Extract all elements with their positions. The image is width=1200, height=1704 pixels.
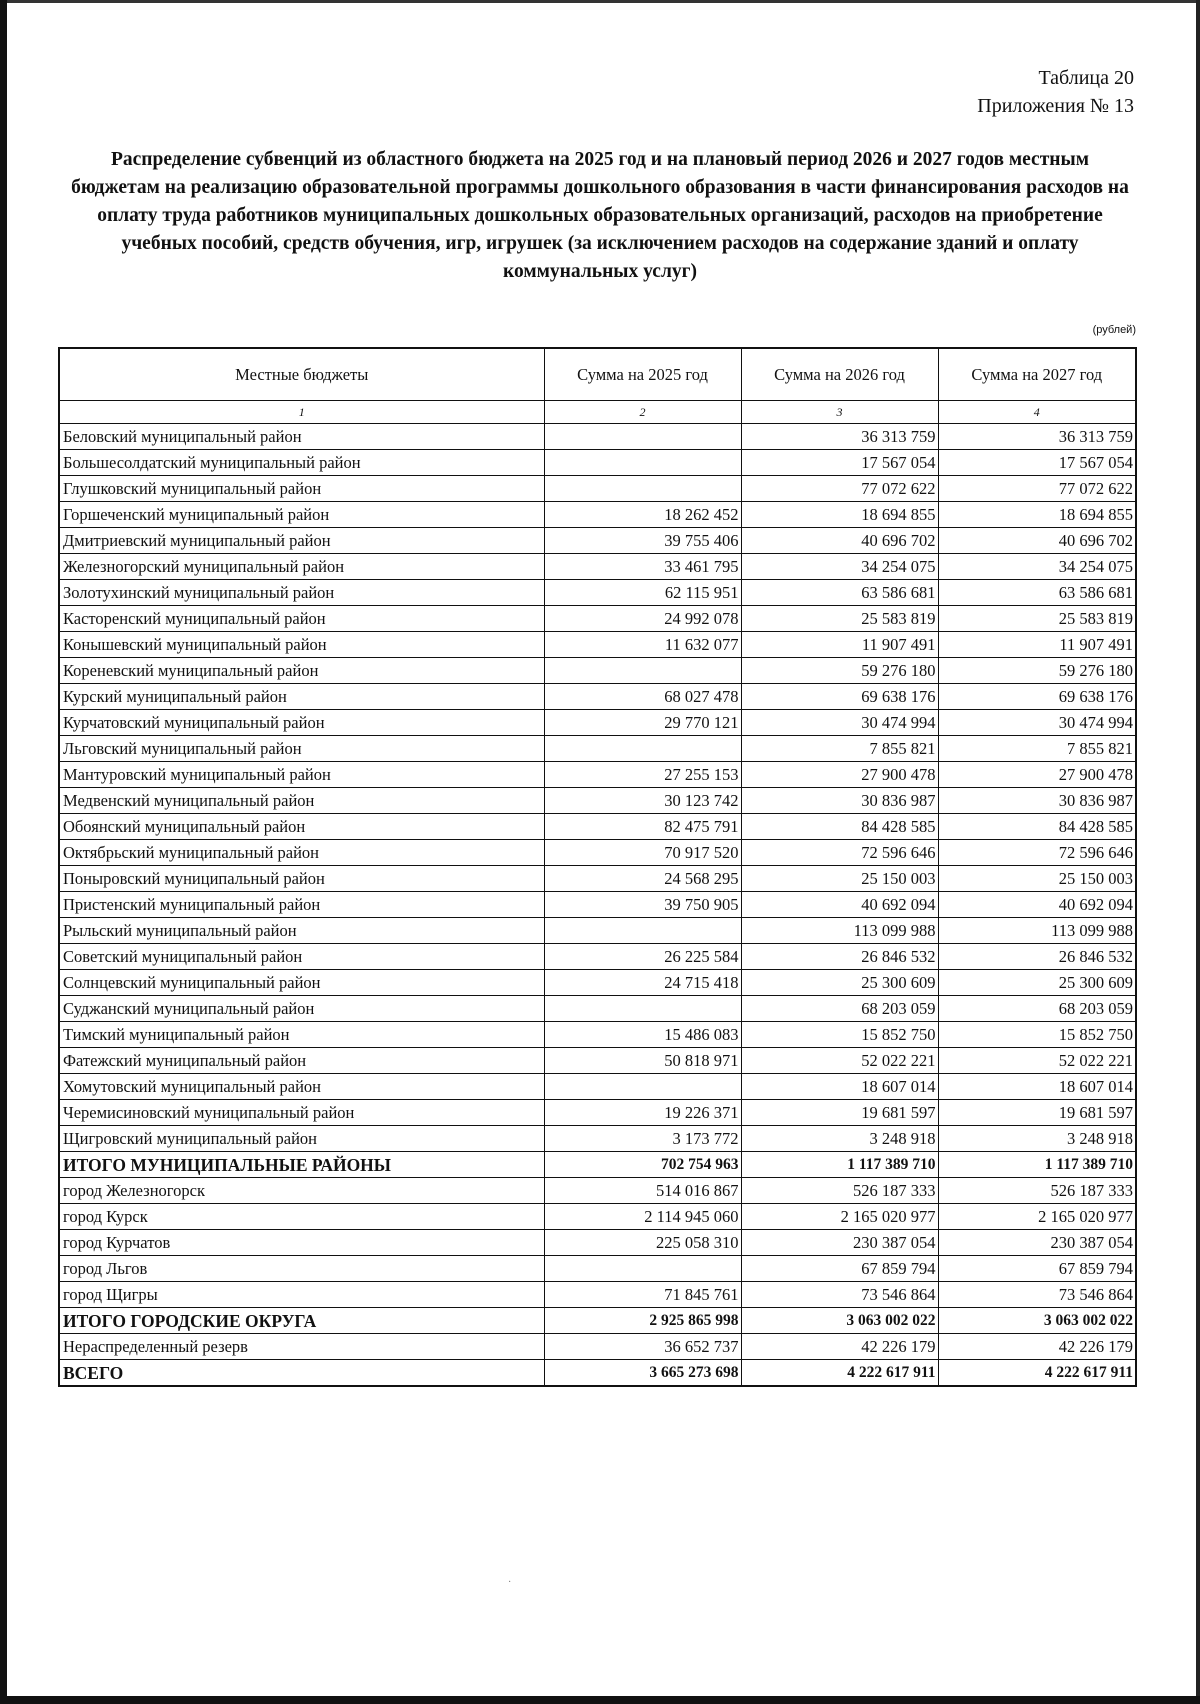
document-title: Распределение субвенций из областного бюджета на 2025 год и на плановый период 2026 и 2027 годов местным бюджетам на реализацию образовательной программы дошкольного образования в части финансирования расходов на оплату труда работников муниципальных дошкольных образовательных организаций, расходов на приобретение учебных пособий, средств обучения, игр, игрушек (за исключением расходов на содержание зданий и оплату коммунальных услуг) [71,149,1129,282]
amount-2026-cell: 15 852 750 [741,1022,938,1048]
amount-2026-cell: 7 855 821 [741,736,938,762]
table-row [59,658,1136,684]
amount-2027-cell: 30 474 994 [938,710,1136,736]
budget-name-cell: Рыльский муниципальный район [59,918,544,944]
column-header: Сумма на 2027 год [938,348,1136,401]
budget-name-cell: Суджанский муниципальный район [59,996,544,1022]
amount-2027-cell: 1 117 389 710 [938,1152,1136,1178]
amount-2025-cell: 225 058 310 [544,1230,741,1256]
units-label: (рублей) [1092,324,1136,336]
amount-2027-cell: 40 696 702 [938,528,1136,554]
amount-2026-cell: 27 900 478 [741,762,938,788]
budget-name-cell: Поныровский муниципальный район [59,866,544,892]
table-row [59,892,1136,918]
budget-name-cell: Советский муниципальный район [59,944,544,970]
scan-artifact: · [508,1577,512,1588]
amount-2026-cell: 40 696 702 [741,528,938,554]
amount-2026-cell: 526 187 333 [741,1178,938,1204]
table-row [59,866,1136,892]
amount-2027-cell: 18 607 014 [938,1074,1136,1100]
amount-2026-cell: 18 694 855 [741,502,938,528]
budget-name-cell: Курский муниципальный район [59,684,544,710]
subventions-table [58,347,1137,1387]
table-row [59,1230,1136,1256]
amount-2026-cell: 25 300 609 [741,970,938,996]
amount-2025-cell [544,1256,741,1282]
amount-2026-cell: 30 474 994 [741,710,938,736]
column-number: 1 [59,401,544,424]
amount-2027-cell: 63 586 681 [938,580,1136,606]
amount-2025-cell: 19 226 371 [544,1100,741,1126]
amount-2026-cell: 84 428 585 [741,814,938,840]
amount-2026-cell: 3 063 002 022 [741,1308,938,1334]
amount-2026-cell: 230 387 054 [741,1230,938,1256]
amount-2026-cell: 59 276 180 [741,658,938,684]
amount-2027-cell: 26 846 532 [938,944,1136,970]
amount-2027-cell: 34 254 075 [938,554,1136,580]
table-row [59,1282,1136,1308]
amount-2025-cell: 29 770 121 [544,710,741,736]
amount-2027-cell: 25 300 609 [938,970,1136,996]
table-row [59,710,1136,736]
amount-2025-cell [544,736,741,762]
amount-2026-cell: 113 099 988 [741,918,938,944]
amount-2027-cell: 42 226 179 [938,1334,1136,1360]
amount-2026-cell: 36 313 759 [741,424,938,450]
table-row [59,1178,1136,1204]
amount-2026-cell: 69 638 176 [741,684,938,710]
table-row [59,450,1136,476]
amount-2025-cell: 70 917 520 [544,840,741,866]
table-row [59,1334,1136,1360]
scan-border-right [1196,0,1200,1704]
amount-2025-cell: 36 652 737 [544,1334,741,1360]
amount-2027-cell: 67 859 794 [938,1256,1136,1282]
table-row [59,1256,1136,1282]
table-row [59,788,1136,814]
amount-2027-cell: 68 203 059 [938,996,1136,1022]
budget-name-cell: город Щигры [59,1282,544,1308]
amount-2025-cell: 26 225 584 [544,944,741,970]
amount-2027-cell: 113 099 988 [938,918,1136,944]
amount-2027-cell: 15 852 750 [938,1022,1136,1048]
table-row [59,1048,1136,1074]
amount-2025-cell: 24 715 418 [544,970,741,996]
amount-2027-cell: 7 855 821 [938,736,1136,762]
amount-2025-cell: 3 665 273 698 [544,1360,741,1387]
amount-2027-cell: 230 387 054 [938,1230,1136,1256]
amount-2026-cell: 68 203 059 [741,996,938,1022]
amount-2025-cell: 68 027 478 [544,684,741,710]
amount-2027-cell: 59 276 180 [938,658,1136,684]
amount-2026-cell: 11 907 491 [741,632,938,658]
amount-2026-cell: 17 567 054 [741,450,938,476]
amount-2027-cell: 25 150 003 [938,866,1136,892]
amount-2027-cell: 25 583 819 [938,606,1136,632]
amount-2025-cell: 71 845 761 [544,1282,741,1308]
amount-2025-cell: 2 114 945 060 [544,1204,741,1230]
appendix-reference: Приложения № 13 [977,95,1134,117]
budget-name-cell: Фатежский муниципальный район [59,1048,544,1074]
budget-name-cell: Конышевский муниципальный район [59,632,544,658]
amount-2025-cell [544,450,741,476]
amount-2027-cell: 27 900 478 [938,762,1136,788]
table-row [59,476,1136,502]
amount-2025-cell: 514 016 867 [544,1178,741,1204]
table-row [59,632,1136,658]
budget-name-cell: Щигровский муниципальный район [59,1126,544,1152]
amount-2027-cell: 526 187 333 [938,1178,1136,1204]
budget-name-cell: Солнцевский муниципальный район [59,970,544,996]
table-row [59,580,1136,606]
amount-2026-cell: 63 586 681 [741,580,938,606]
budget-name-cell: ВСЕГО [59,1360,544,1387]
scan-border-bottom [0,1696,1200,1704]
amount-2026-cell: 30 836 987 [741,788,938,814]
budget-name-cell: Большесолдатский муниципальный район [59,450,544,476]
table-row [59,1100,1136,1126]
amount-2026-cell: 52 022 221 [741,1048,938,1074]
budget-name-cell: Льговский муниципальный район [59,736,544,762]
amount-2025-cell: 11 632 077 [544,632,741,658]
budget-name-cell: Беловский муниципальный район [59,424,544,450]
budget-name-cell: Касторенский муниципальный район [59,606,544,632]
amount-2027-cell: 3 248 918 [938,1126,1136,1152]
amount-2025-cell: 30 123 742 [544,788,741,814]
table-row [59,736,1136,762]
amount-2025-cell: 702 754 963 [544,1152,741,1178]
amount-2027-cell: 4 222 617 911 [938,1360,1136,1387]
column-header: Сумма на 2026 год [741,348,938,401]
budget-name-cell: Глушковский муниципальный район [59,476,544,502]
table-row [59,502,1136,528]
budget-name-cell: Тимский муниципальный район [59,1022,544,1048]
amount-2025-cell: 33 461 795 [544,554,741,580]
column-number: 2 [544,401,741,424]
amount-2026-cell: 67 859 794 [741,1256,938,1282]
budget-name-cell: город Курчатов [59,1230,544,1256]
table-row [59,840,1136,866]
amount-2026-cell: 34 254 075 [741,554,938,580]
budget-name-cell: Черемисиновский муниципальный район [59,1100,544,1126]
scan-border-left [0,0,7,1704]
table-row [59,996,1136,1022]
table-row [59,762,1136,788]
amount-2026-cell: 18 607 014 [741,1074,938,1100]
column-number: 3 [741,401,938,424]
table-row [59,814,1136,840]
table-row [59,424,1136,450]
amount-2025-cell [544,424,741,450]
amount-2027-cell: 3 063 002 022 [938,1308,1136,1334]
table-header-row [59,348,1136,401]
budget-name-cell: город Железногорск [59,1178,544,1204]
amount-2026-cell: 25 150 003 [741,866,938,892]
table-row [59,970,1136,996]
scan-border-top [0,0,1200,3]
amount-2026-cell: 2 165 020 977 [741,1204,938,1230]
budget-name-cell: город Курск [59,1204,544,1230]
amount-2027-cell: 52 022 221 [938,1048,1136,1074]
amount-2025-cell: 15 486 083 [544,1022,741,1048]
amount-2025-cell: 82 475 791 [544,814,741,840]
table-number: Таблица 20 [1038,67,1134,89]
table-row [59,554,1136,580]
amount-2026-cell: 42 226 179 [741,1334,938,1360]
budget-name-cell: Горшеченский муниципальный район [59,502,544,528]
amount-2025-cell: 39 750 905 [544,892,741,918]
amount-2026-cell: 19 681 597 [741,1100,938,1126]
budget-name-cell: Железногорский муниципальный район [59,554,544,580]
amount-2025-cell: 62 115 951 [544,580,741,606]
amount-2025-cell: 18 262 452 [544,502,741,528]
amount-2025-cell: 24 992 078 [544,606,741,632]
amount-2027-cell: 69 638 176 [938,684,1136,710]
table-total-row [59,1308,1136,1334]
amount-2026-cell: 73 546 864 [741,1282,938,1308]
table-row [59,1204,1136,1230]
amount-2026-cell: 25 583 819 [741,606,938,632]
amount-2025-cell [544,476,741,502]
amount-2025-cell [544,658,741,684]
amount-2027-cell: 77 072 622 [938,476,1136,502]
budget-name-cell: ИТОГО МУНИЦИПАЛЬНЫЕ РАЙОНЫ [59,1152,544,1178]
budget-name-cell: Нераспределенный резерв [59,1334,544,1360]
table-row [59,918,1136,944]
amount-2026-cell: 40 692 094 [741,892,938,918]
budget-name-cell: Октябрьский муниципальный район [59,840,544,866]
budget-name-cell: Обоянский муниципальный район [59,814,544,840]
amount-2027-cell: 18 694 855 [938,502,1136,528]
amount-2027-cell: 40 692 094 [938,892,1136,918]
budget-name-cell: Кореневский муниципальный район [59,658,544,684]
amount-2027-cell: 84 428 585 [938,814,1136,840]
amount-2025-cell: 50 818 971 [544,1048,741,1074]
column-header: Сумма на 2025 год [544,348,741,401]
amount-2025-cell: 3 173 772 [544,1126,741,1152]
table-total-row [59,1152,1136,1178]
amount-2026-cell: 26 846 532 [741,944,938,970]
table-row [59,528,1136,554]
column-header: Местные бюджеты [59,348,544,401]
amount-2026-cell: 4 222 617 911 [741,1360,938,1387]
amount-2027-cell: 30 836 987 [938,788,1136,814]
table-row [59,1074,1136,1100]
budget-name-cell: город Льгов [59,1256,544,1282]
amount-2027-cell: 36 313 759 [938,424,1136,450]
budget-name-cell: Пристенский муниципальный район [59,892,544,918]
table-row [59,1022,1136,1048]
amount-2026-cell: 3 248 918 [741,1126,938,1152]
amount-2027-cell: 73 546 864 [938,1282,1136,1308]
budget-name-cell: ИТОГО ГОРОДСКИЕ ОКРУГА [59,1308,544,1334]
table-row [59,944,1136,970]
budget-name-cell: Мантуровский муниципальный район [59,762,544,788]
amount-2025-cell: 39 755 406 [544,528,741,554]
column-number-row [59,401,1136,424]
amount-2025-cell [544,996,741,1022]
table-total-row [59,1360,1136,1387]
amount-2027-cell: 11 907 491 [938,632,1136,658]
amount-2025-cell [544,918,741,944]
column-number: 4 [938,401,1136,424]
amount-2027-cell: 2 165 020 977 [938,1204,1136,1230]
document-header [977,64,1134,120]
table-row [59,606,1136,632]
amount-2027-cell: 17 567 054 [938,450,1136,476]
amount-2027-cell: 19 681 597 [938,1100,1136,1126]
amount-2026-cell: 1 117 389 710 [741,1152,938,1178]
amount-2027-cell: 72 596 646 [938,840,1136,866]
budget-name-cell: Хомутовский муниципальный район [59,1074,544,1100]
amount-2025-cell [544,1074,741,1100]
amount-2025-cell: 2 925 865 998 [544,1308,741,1334]
budget-name-cell: Дмитриевский муниципальный район [59,528,544,554]
amount-2025-cell: 24 568 295 [544,866,741,892]
amount-2026-cell: 72 596 646 [741,840,938,866]
table-row [59,684,1136,710]
table-row [59,1126,1136,1152]
budget-name-cell: Курчатовский муниципальный район [59,710,544,736]
amount-2026-cell: 77 072 622 [741,476,938,502]
amount-2025-cell: 27 255 153 [544,762,741,788]
budget-name-cell: Медвенский муниципальный район [59,788,544,814]
budget-name-cell: Золотухинский муниципальный район [59,580,544,606]
table-body [59,424,1136,1387]
